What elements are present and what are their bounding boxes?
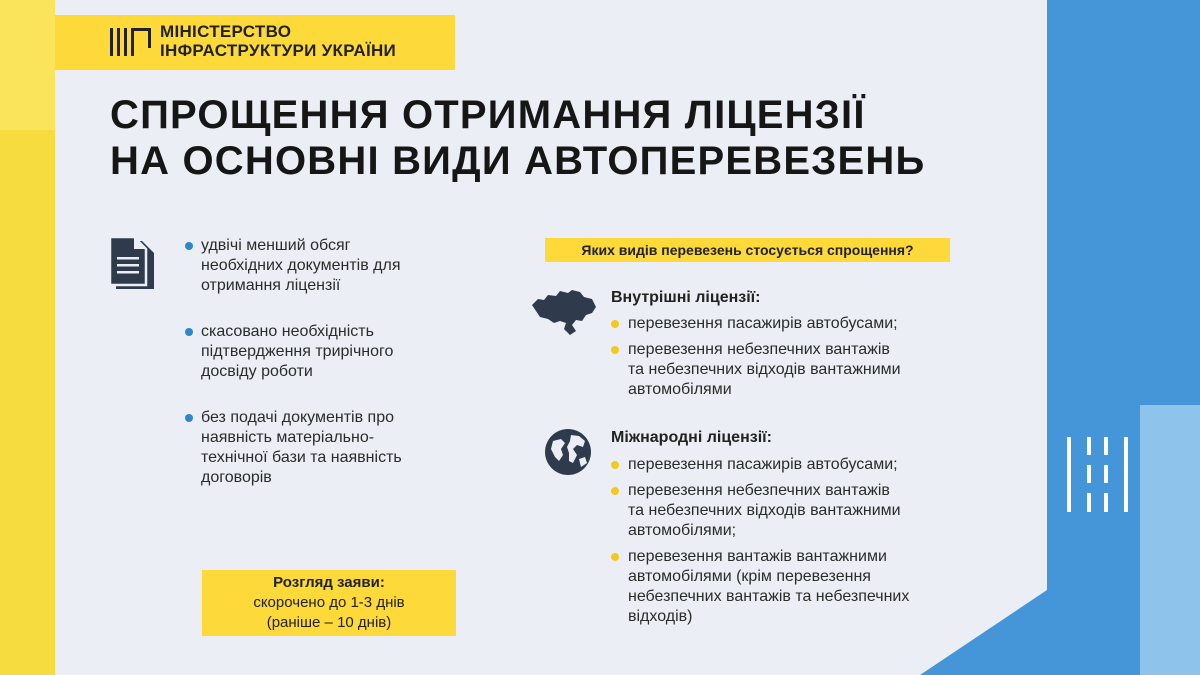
review-title: Розгляд заяви: — [273, 574, 385, 591]
international-line: перевезення небезпечних вантажів — [628, 482, 890, 499]
benefit-line: без подачі документів про — [201, 409, 394, 426]
benefit-item — [185, 236, 455, 296]
benefit-line: наявність матеріально- — [201, 429, 375, 446]
ministry-logo-icon — [110, 24, 154, 60]
benefit-item — [185, 408, 455, 488]
page-title — [110, 92, 925, 184]
international-line: відходів) — [628, 608, 693, 625]
globe-icon — [543, 427, 593, 477]
benefit-line: технічної бази та наявність — [201, 449, 402, 466]
domestic-item — [611, 340, 956, 400]
benefit-line: удвічі менший обсяг — [201, 237, 351, 254]
benefit-line: підтвердження трирічного — [201, 343, 394, 360]
international-list — [611, 455, 956, 633]
ministry-name-line1: МІНІСТЕРСТВО — [160, 22, 292, 41]
domestic-list — [611, 314, 956, 406]
domestic-item — [611, 314, 956, 334]
international-line: автомобілями; — [628, 522, 737, 539]
page-title-line2: НА ОСНОВНІ ВИДИ АВТОПЕРЕВЕЗЕНЬ — [110, 139, 926, 183]
benefit-item — [185, 322, 455, 382]
international-item — [611, 455, 956, 475]
international-line: автомобілями (крім перевезення — [628, 568, 871, 585]
international-line: перевезення вантажів вантажними — [628, 548, 887, 565]
benefit-line: договорів — [201, 469, 272, 486]
review-line2: (раніше – 10 днів) — [266, 614, 392, 631]
international-line: та небезпечних відходів вантажними — [628, 502, 901, 519]
benefit-line: скасовано необхідність — [201, 323, 374, 340]
domestic-heading: Внутрішні ліцензії: — [611, 289, 761, 306]
benefits-list — [185, 236, 455, 514]
review-time-box — [202, 570, 456, 636]
road-icon — [1065, 437, 1130, 512]
benefit-line: необхідних документів для — [201, 257, 401, 274]
international-line: перевезення пасажирів автобусами; — [628, 456, 898, 473]
page-title-line1: СПРОЩЕННЯ ОТРИМАННЯ ЛІЦЕНЗІЇ — [110, 93, 866, 137]
question-banner: Яких видів перевезень стосується спрощення? — [545, 238, 950, 262]
benefit-line: отримання ліцензії — [201, 277, 341, 294]
domestic-line: автомобілями — [628, 381, 732, 398]
international-line: небезпечних вантажів та небезпечних — [628, 588, 910, 605]
ministry-name-line2: ІНФРАСТРУКТУРИ УКРАЇНИ — [160, 41, 397, 60]
international-item — [611, 547, 956, 627]
ministry-name — [160, 22, 396, 60]
international-item — [611, 481, 956, 541]
ukraine-map-icon — [530, 287, 598, 337]
left-yellow-stripe — [0, 0, 55, 675]
domestic-line: перевезення небезпечних вантажів — [628, 341, 890, 358]
review-line1: скорочено до 1-3 днів — [253, 594, 405, 611]
right-blue-light-panel — [1140, 405, 1200, 675]
domestic-line: перевезення пасажирів автобусами; — [628, 315, 898, 332]
domestic-line: та небезпечних відходів вантажними — [628, 361, 901, 378]
document-icon — [108, 237, 156, 293]
benefit-line: досвіду роботи — [201, 363, 313, 380]
international-heading: Міжнародні ліцензії: — [611, 429, 772, 446]
